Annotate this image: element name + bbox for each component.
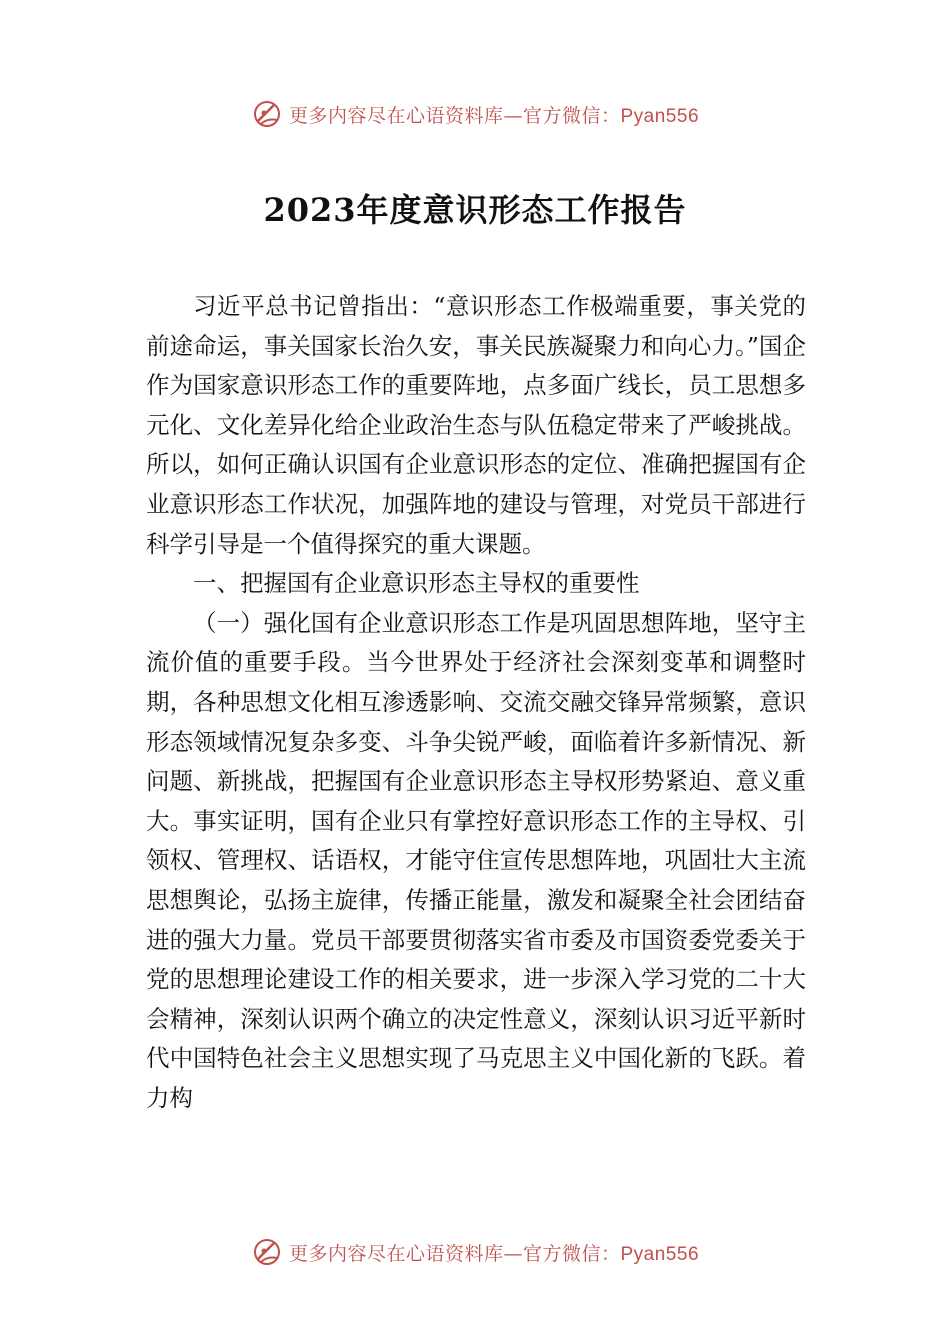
watermark-header [0, 94, 950, 134]
paragraph-section-1-1: （一）强化国有企业意识形态工作是巩固思想阵地，坚守主流价值的重要手段。当今世界处于经济社会深刻变革和调整时期，各种思想文化相互渗透影响、交流交融交锋异常频繁，意识形态领域情况复杂多变、斗争尖锐严峻，面临着许多新情况、新问题、新挑战，把握国有企业意识形态主导权形势紧迫、意义重大。事实证明，国有企业只有掌控好意识形态工作的主导权、引领权、管理权、话语权，才能守住宣传思想阵地，巩固壮大主流思想舆论，弘扬主旋律，传播正能量，激发和凝聚全社会团结奋进的强大力量。党员干部要贯彻落实省市委及市国资委党委关于党的思想理论建设工作的相关要求，进一步深入学习党的二十大会精神，深刻认识两个确立的决定性意义，深刻认识习近平新时代中国特色社会主义思想实现了马克思主义中国化新的飞跃。着力构 [146, 608, 806, 1112]
book-pen-logo-icon [251, 1236, 283, 1268]
document-title: 2023年度意识形态工作报告 [263, 191, 687, 229]
watermark-text: 更多内容尽在心语资料库—官方微信：Pyan556 [288, 1242, 700, 1265]
document-body [146, 287, 806, 1118]
book-pen-logo-icon [251, 98, 283, 130]
watermark-text: 更多内容尽在心语资料库—官方微信：Pyan556 [288, 104, 700, 127]
section-heading-1: 一、把握国有企业意识形态主导权的重要性 [193, 569, 640, 598]
paragraph-intro: 习近平总书记曾指出：“意识形态工作极端重要，事关党的前途命运，事关国家长治久安，事关民族凝聚力和向心力。”国企作为国家意识形态工作的重要阵地，点多面广线长，员工思想多元化、文化差异化给企业政治生态与队伍稳定带来了严峻挑战。所以，如何正确认识国有企业意识形态的定位、准确把握国有企业意识形态工作状况，加强阵地的建设与管理，对党员干部进行科学引导是一个值得探究的重大课题。 [146, 292, 806, 558]
watermark-footer [0, 1232, 950, 1272]
